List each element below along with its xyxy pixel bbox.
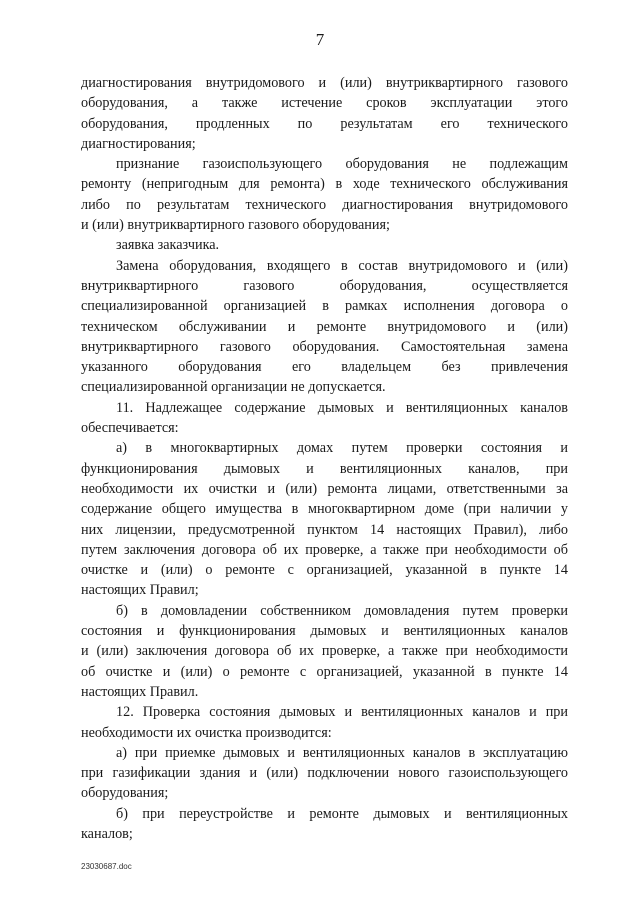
page-number: 7 — [315, 30, 325, 49]
text-line: признание газоиспользующего оборудования не подлежащим — [116, 156, 568, 173]
text-line: оборудования, продленных по результатам его технического — [81, 115, 568, 132]
text-line: необходимости их очистка производится: — [81, 724, 332, 741]
text-line: специализированной организацией в рамках исполнения договора о — [81, 298, 568, 315]
text-line: диагностирования; — [81, 135, 196, 152]
text-line: а) при приемке дымовых и вентиляционных каналов в эксплуатацию — [116, 744, 568, 761]
text-line: при газификации здания и (или) подключении нового газоиспользующего — [81, 765, 568, 782]
text-line: 11. Надлежащее содержание дымовых и вентиляционных каналов — [116, 399, 568, 416]
document-body — [81, 73, 568, 844]
text-line: а) в многоквартирных домах путем проверки состояния и — [116, 440, 568, 457]
text-line: б) при переустройстве и ремонте дымовых и вентиляционных — [116, 805, 568, 822]
text-line: обеспечивается: — [81, 420, 179, 437]
text-line: и (или) внутриквартирного газового оборудования; — [81, 217, 390, 234]
text-line: указанного оборудования его владельцем без привлечения — [81, 359, 568, 376]
text-line: необходимости их очистки и (или) ремонта лицами, ответственными за — [81, 480, 568, 497]
text-line: функционирования дымовых и вентиляционных каналов, при — [81, 460, 568, 477]
text-line: оборудования; — [81, 785, 169, 802]
text-line: настоящих Правил; — [81, 582, 199, 599]
document-filename: 23030687.doc — [81, 862, 132, 871]
text-line: очистке и (или) о ремонте с организацией, указанной в пункте 14 — [81, 562, 568, 579]
text-line: внутриквартирного газового оборудования. Самостоятельная замена — [81, 338, 568, 355]
text-line: заявка заказчика. — [116, 237, 220, 254]
text-line: оборудования, а также истечение сроков эксплуатации этого — [81, 95, 568, 112]
text-line: них лицензии, предусмотренной пунктом 14 настоящих Правил), либо — [81, 521, 568, 538]
text-line: об очистке и (или) о ремонте с организацией, указанной в пункте 14 — [81, 663, 568, 680]
text-line: ремонту (непригодным для ремонта) в ходе технического обслуживания — [81, 176, 568, 193]
text-line: Замена оборудования, входящего в состав внутридомового и (или) — [116, 257, 568, 274]
text-line: каналов; — [81, 825, 133, 842]
text-line: настоящих Правил. — [81, 683, 199, 700]
text-line: и (или) заключения договора об их проверке, а также при необходимости — [81, 643, 568, 660]
text-line: состояния и функционирования дымовых и вентиляционных каналов — [81, 623, 568, 640]
text-line: 12. Проверка состояния дымовых и вентиляционных каналов и при — [116, 704, 568, 721]
text-line: диагностирования внутридомового и (или) внутриквартирного газового — [81, 75, 568, 91]
text-line: путем заключения договора об их проверке, а также при необходимости об — [81, 541, 568, 558]
text-line: техническом обслуживании и ремонте внутридомового и (или) — [81, 318, 568, 335]
text-line: специализированной организации не допускается. — [81, 379, 386, 396]
text-line: внутриквартирного газового оборудования, осуществляется — [81, 277, 568, 294]
text-line: б) в домовладении собственником домовладения путем проверки — [116, 602, 568, 619]
text-line: либо по результатам технического диагностирования внутридомового — [81, 196, 568, 213]
text-line: содержание общего имущества в многоквартирном доме (при наличии у — [81, 501, 568, 518]
